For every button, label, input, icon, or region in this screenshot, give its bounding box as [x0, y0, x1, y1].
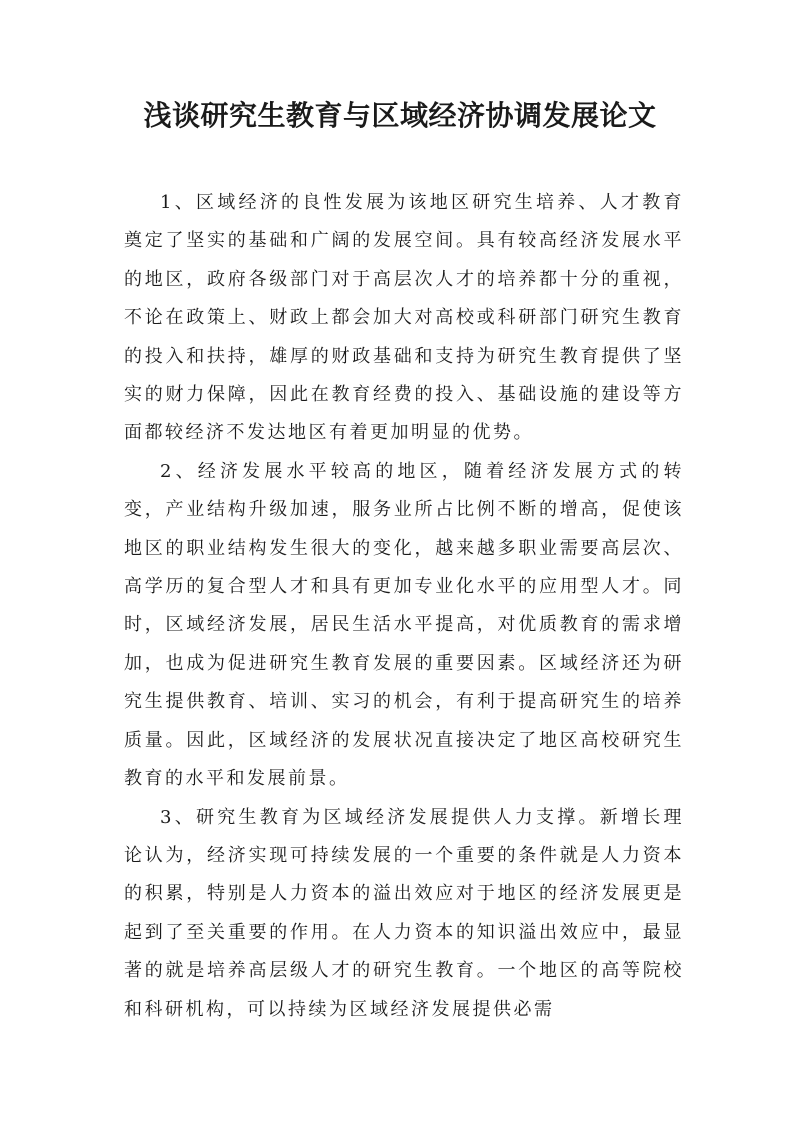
paragraph-3: 3、研究生教育为区域经济发展提供人力支撑。新增长理论认为，经济实现可持续发展的一个重要的条件就是人力资本的积累，特别是人力资本的溢出效应对于地区的经济发展更是起到了至关重要的作用。在人力资本的知识溢出效应中，最显著的就是培养高层级人才的研究生教育。一个地区的高等院校和科研机构，可以持续为区域经济发展提供必需	[124, 806, 684, 1020]
paragraph-2: 2、经济发展水平较高的地区，随着经济发展方式的转变，产业结构升级加速，服务业所占比例不断的增高，促使该地区的职业结构发生很大的变化，越来越多职业需要高层次、高学历的复合型人才和具有更加专业化水平的应用型人才。同时，区域经济发展，居民生活水平提高，对优质教育的需求增加，也成为促进研究生教育发展的重要因素。区域经济还为研究生提供教育、培训、实习的机会，有利于提高研究生的培养质量。因此，区域经济的发展状况直接决定了地区高校研究生教育的水平和发展前景。	[124, 460, 684, 790]
document-body	[124, 184, 684, 1029]
document-title: 浅谈研究生教育与区域经济协调发展论文	[143, 99, 657, 132]
paragraph-1: 1、区域经济的良性发展为该地区研究生培养、人才教育奠定了坚实的基础和广阔的发展空间。具有较高经济发展水平的地区，政府各级部门对于高层次人才的培养都十分的重视，不论在政策上、财政上都会加大对高校或科研部门研究生教育的投入和扶持，雄厚的财政基础和支持为研究生教育提供了坚实的财力保障，因此在教育经费的投入、基础设施的建设等方面都较经济不发达地区有着更加明显的优势。	[124, 192, 684, 444]
